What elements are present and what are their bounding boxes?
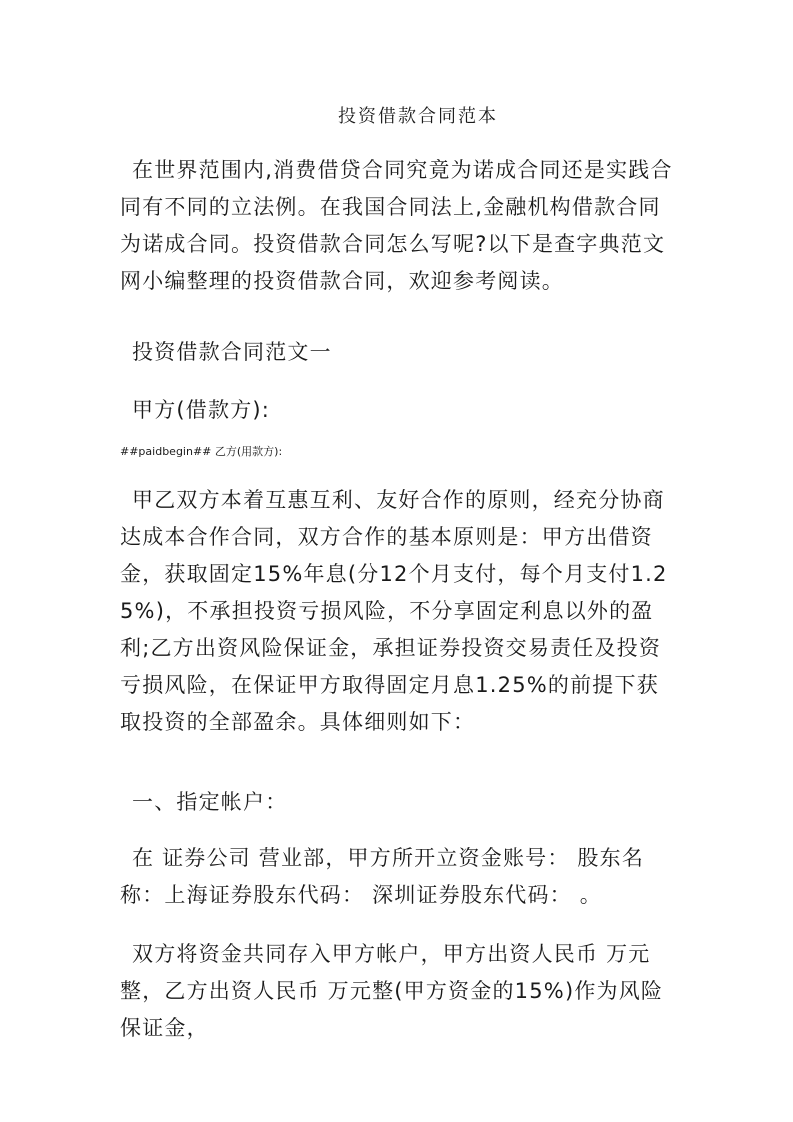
party-a-line: 甲方(借款方): bbox=[132, 398, 271, 422]
intro-paragraph: 在世界范围内,消费借贷合同究竟为诺成合同还是实践合同有不同的立法例。在我国合同法上,金融机构借款合同为诺成合同。投资借款合同怎么写呢?以下是查字典范文网小编整理的投资借款合同，欢迎参考阅读。 bbox=[120, 158, 673, 293]
clause-1-body: 在 证券公司 营业部，甲方所开立资金账号： 股东名称：上海证券股东代码： 深圳证券股东代码： 。 bbox=[120, 846, 645, 907]
clause-1-heading: 一、指定帐户： bbox=[132, 790, 288, 814]
clause-2-body: 双方将资金共同存入甲方帐户，甲方出资人民币 万元整，乙方出资人民币 万元整(甲方资金的15%)作为风险保证金， bbox=[120, 942, 664, 1040]
document-title: 投资借款合同范本 bbox=[338, 106, 498, 127]
party-b-line: ##paidbegin## 乙方(用款方): bbox=[120, 445, 283, 458]
principles-paragraph: 甲乙双方本着互惠互利、友好合作的原则，经充分协商达成本合作合同，双方合作的基本原则是：甲方出借资金，获取固定15%年息(分12个月支付，每个月支付1.25%)，不承担投资亏损风险，不分享固定利息以外的盈利;乙方出资风险保证金，承担证券投资交易责任及投资亏损风险，在保证甲方取得固定月息1.25%的前提下获取投资的全部盈余。具体细则如下： bbox=[120, 488, 668, 734]
section-heading: 投资借款合同范文一 bbox=[132, 340, 332, 364]
